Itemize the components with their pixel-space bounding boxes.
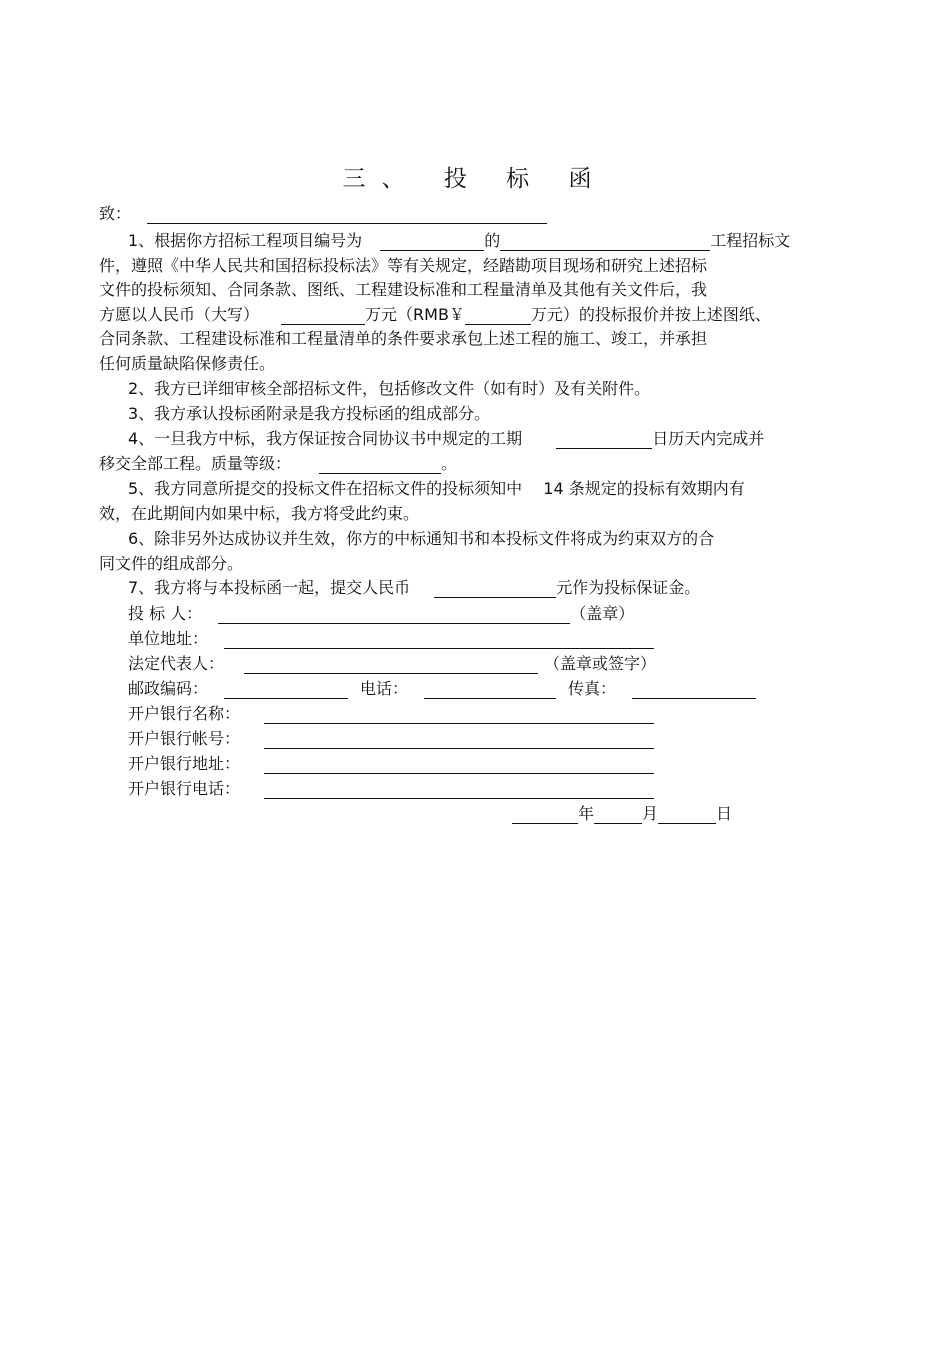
p4-line2-text-a: 移交全部工程。质量等级： xyxy=(99,454,292,473)
contact-row xyxy=(128,679,756,699)
bank-phone-row xyxy=(128,779,654,799)
month-label: 月 xyxy=(642,804,659,823)
bank-address-label: 开户银行地址： xyxy=(128,754,241,773)
bank-name-blank[interactable] xyxy=(264,706,654,724)
address-label: 单位地址： xyxy=(128,629,209,648)
p4-text-b: 日历天内完成并 xyxy=(652,429,765,448)
addressee-blank[interactable] xyxy=(147,206,547,224)
p1-text-a: 1、根据你方招标工程项目编号为 xyxy=(128,231,363,250)
p1-line5: 合同条款、工程建设标准和工程量清单的条件要求承包上述工程的施工、竣工，并承担 xyxy=(99,329,708,348)
p1-text-b: 的 xyxy=(484,231,501,250)
quality-grade-blank[interactable] xyxy=(319,456,441,474)
legal-rep-blank[interactable] xyxy=(244,656,538,674)
p4-text-a: 4、一旦我方中标，我方保证按合同协议书中规定的工期 xyxy=(128,429,523,448)
bidder-row xyxy=(128,604,634,624)
p7-text-b: 元作为投标保证金。 xyxy=(556,578,701,597)
p2-line: 2、我方已详细审核全部招标文件，包括修改文件（如有时）及有关附件。 xyxy=(128,379,651,398)
postcode-label: 邮政编码： xyxy=(128,679,209,698)
legal-rep-note: （盖章或签字） xyxy=(544,654,657,673)
p4-line2 xyxy=(99,454,457,474)
p5-line2: 效，在此期间内如果中标，我方将受此约束。 xyxy=(99,504,420,523)
year-blank[interactable] xyxy=(512,806,578,824)
postcode-blank[interactable] xyxy=(224,681,348,699)
project-number-blank[interactable] xyxy=(380,233,484,251)
bank-account-row xyxy=(128,729,654,749)
address-blank[interactable] xyxy=(224,631,654,649)
p1-line4-text-c: 万元）的投标报价并按上述图纸、 xyxy=(530,305,771,324)
price-words-blank[interactable] xyxy=(281,307,365,325)
bank-phone-label: 开户银行电话： xyxy=(128,779,241,798)
p1-text-c: 工程招标文 xyxy=(710,231,791,250)
p1-line1 xyxy=(128,231,790,251)
price-rmb-blank[interactable] xyxy=(465,307,531,325)
p6-line1: 6、除非另外达成协议并生效，你方的中标通知书和本投标文件将成为约束双方的合 xyxy=(128,529,715,548)
p6-line2: 同文件的组成部分。 xyxy=(99,554,244,573)
bank-account-blank[interactable] xyxy=(264,731,654,749)
p1-line6: 任何质量缺陷保修责任。 xyxy=(99,354,276,373)
p7-line xyxy=(128,578,700,598)
bank-name-label: 开户银行名称： xyxy=(128,704,241,723)
phone-label: 电话： xyxy=(360,679,409,698)
p7-text-a: 7、我方将与本投标函一起，提交人民币 xyxy=(128,578,411,597)
bank-name-row xyxy=(128,704,654,724)
legal-rep-label: 法定代表人： xyxy=(128,654,225,673)
duration-blank[interactable] xyxy=(556,431,652,449)
bidder-blank[interactable] xyxy=(218,606,570,624)
addressee-label: 致： xyxy=(99,204,132,223)
p1-line4-text-b: 万元（RMB￥ xyxy=(365,305,465,324)
bidder-label: 投 标 人： xyxy=(128,604,203,623)
p1-line3: 文件的投标须知、合同条款、图纸、工程建设标准和工程量清单及其他有关文件后，我 xyxy=(99,280,708,299)
p4-line2-text-b: 。 xyxy=(441,454,458,473)
p1-line4-text-a: 方愿以人民币（大写） xyxy=(99,305,260,324)
fax-label: 传真： xyxy=(568,679,617,698)
phone-blank[interactable] xyxy=(424,681,556,699)
year-label: 年 xyxy=(578,804,595,823)
bidder-seal-note: （盖章） xyxy=(570,604,635,623)
day-blank[interactable] xyxy=(658,806,716,824)
p1-line4 xyxy=(99,305,771,325)
document-title: 三、 投 标 函 xyxy=(342,166,608,192)
bid-bond-blank[interactable] xyxy=(434,580,556,598)
project-name-blank[interactable] xyxy=(500,233,710,251)
p5-line1: 5、我方同意所提交的投标文件在招标文件的投标须知中 14 条规定的投标有效期内有 xyxy=(128,479,745,498)
legal-rep-row xyxy=(128,654,656,674)
date-row xyxy=(512,804,732,824)
day-label: 日 xyxy=(716,804,733,823)
p4-line1 xyxy=(128,429,764,449)
bank-address-row xyxy=(128,754,654,774)
bank-phone-blank[interactable] xyxy=(264,781,654,799)
fax-blank[interactable] xyxy=(632,681,756,699)
p1-line2: 件，遵照《中华人民共和国招标投标法》等有关规定，经踏勘项目现场和研究上述招标 xyxy=(99,256,708,275)
address-row xyxy=(128,629,654,649)
p3-line: 3、我方承认投标函附录是我方投标函的组成部分。 xyxy=(128,404,491,423)
addressee-line xyxy=(99,204,547,224)
month-blank[interactable] xyxy=(594,806,642,824)
bank-address-blank[interactable] xyxy=(264,756,654,774)
bank-account-label: 开户银行帐号： xyxy=(128,729,241,748)
